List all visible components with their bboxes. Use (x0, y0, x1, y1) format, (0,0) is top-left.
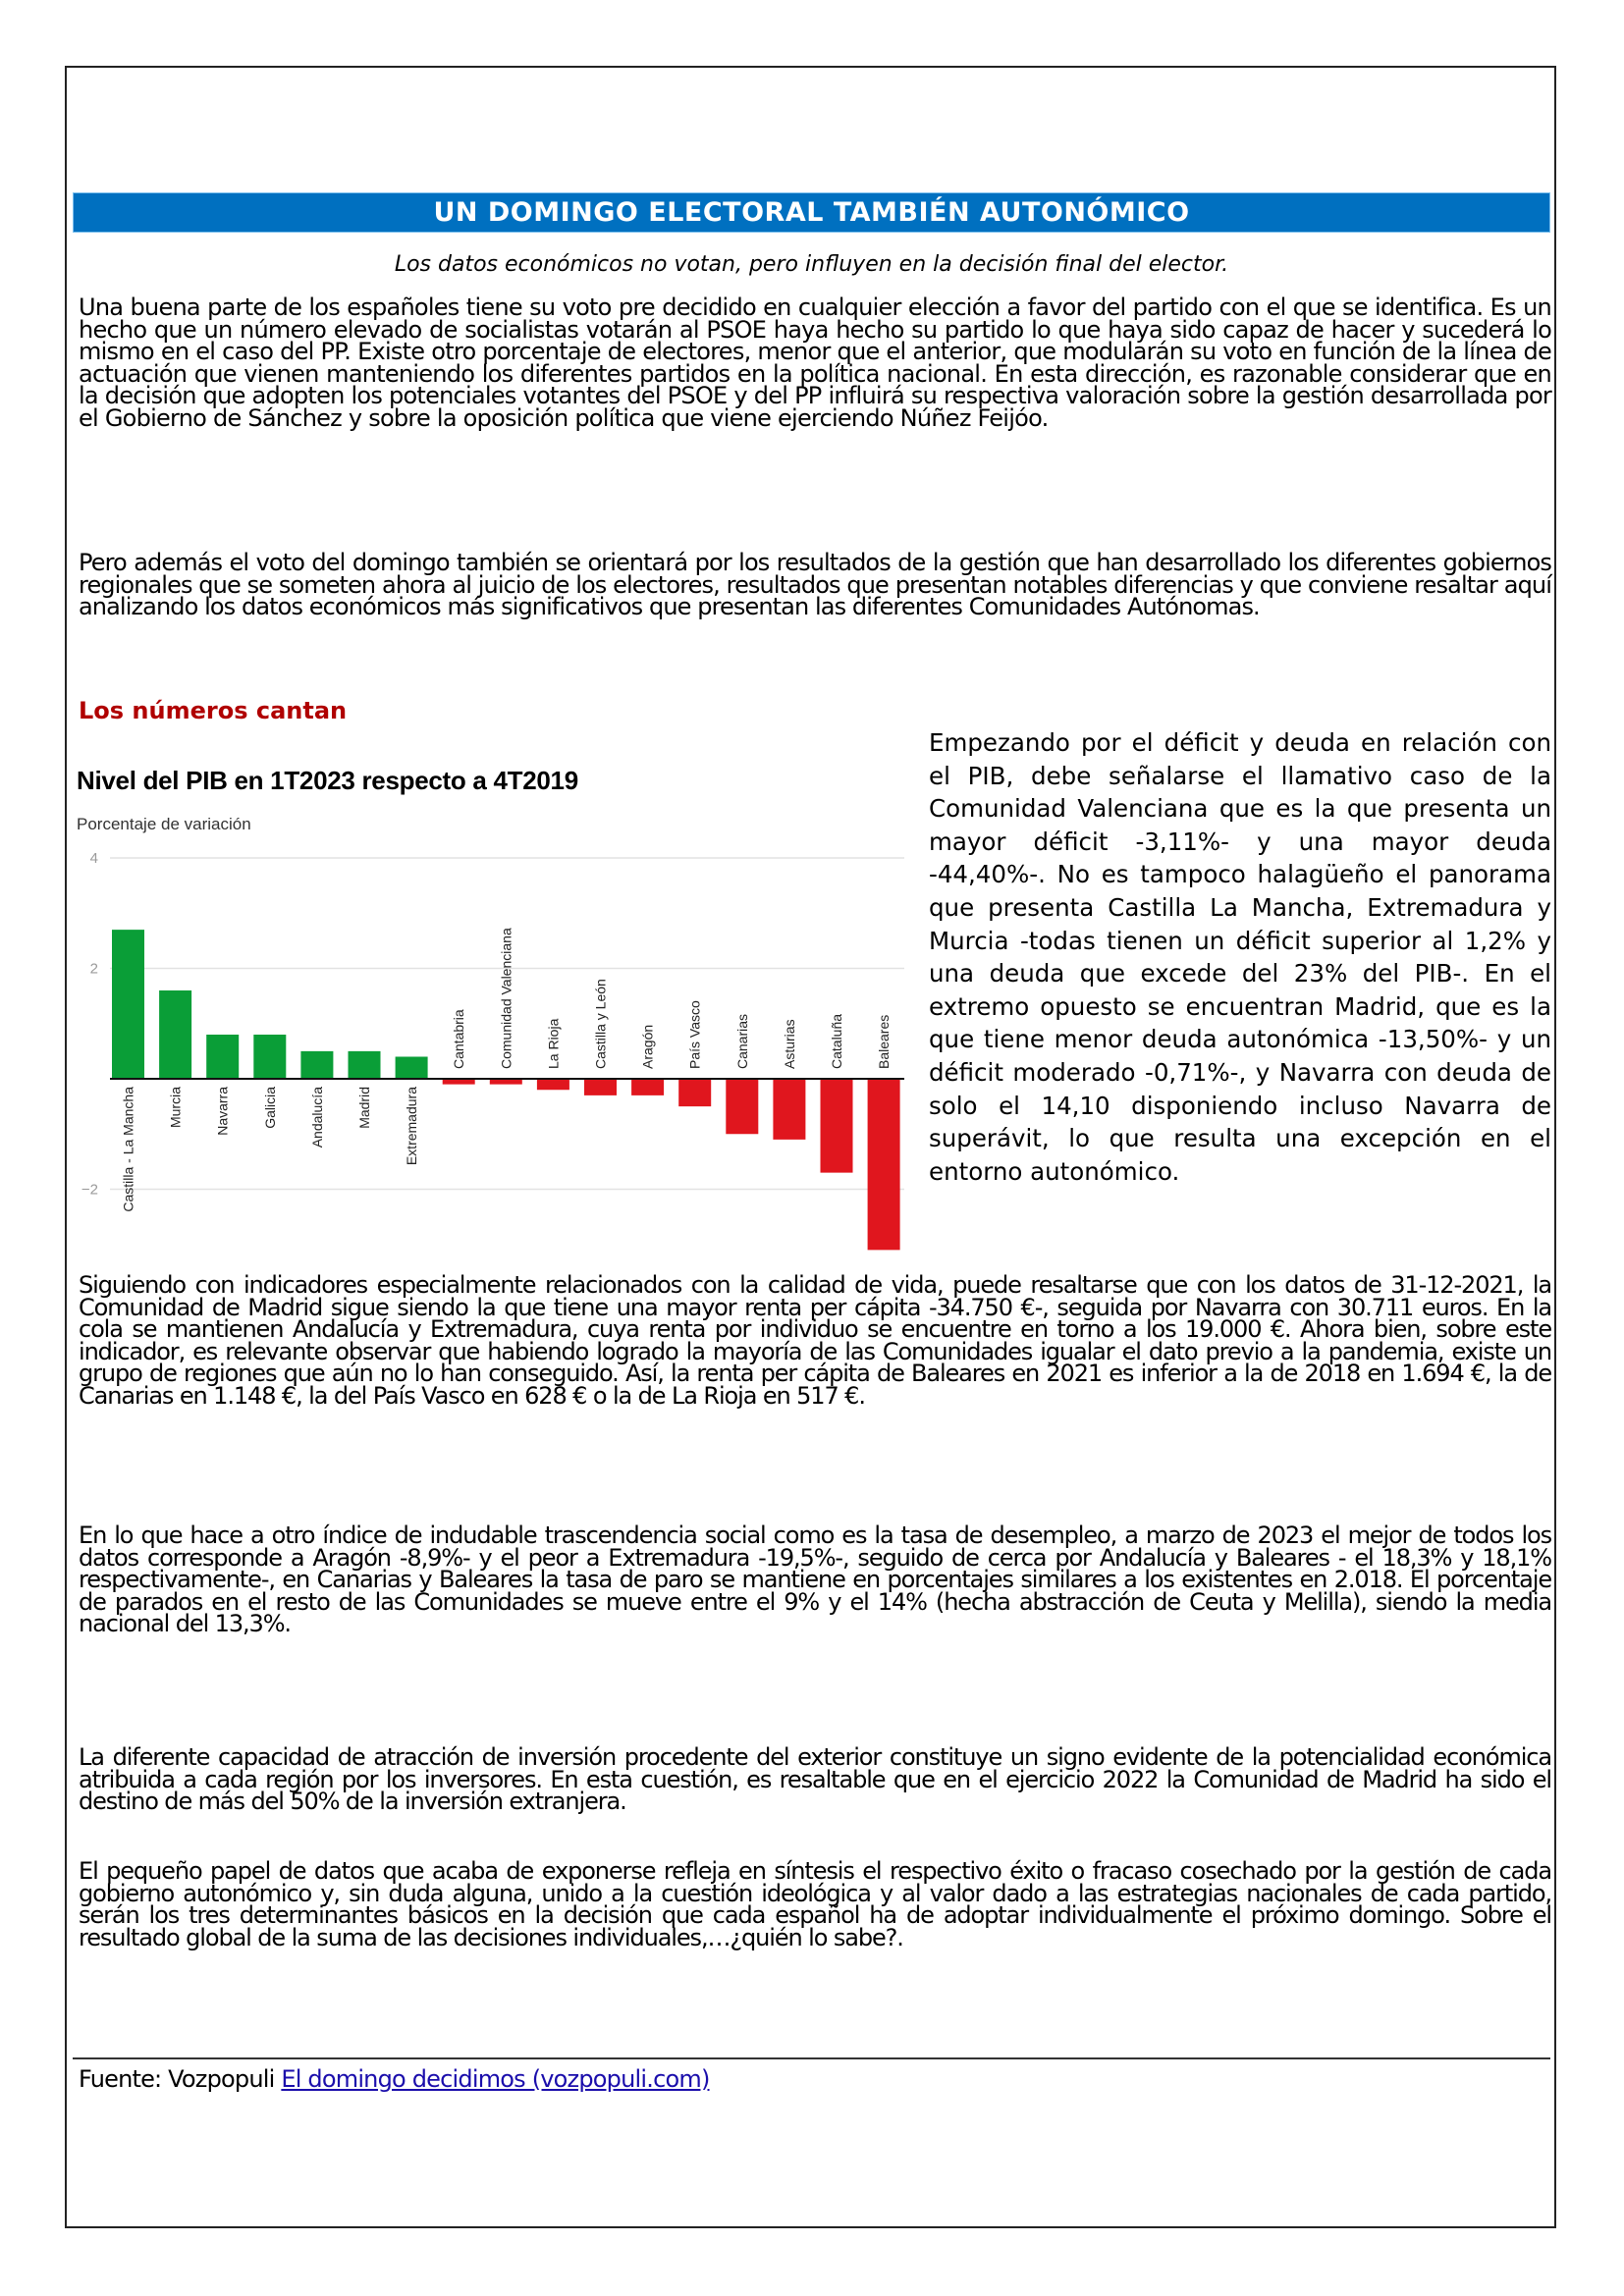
bar-navarra (206, 1035, 239, 1079)
paragraph-conclusion: El pequeño papel de datos que acaba de exponerse refleja en síntesis el respectivo éxito o fracaso cosechado por la gestión de cada gobierno autonómico y, sin duda alguna, unido a la cuestión ideológica y al valor dado a las estrategias nacionales de cada partido, serán los tres determinantes básicos en la decisión que cada español ha de adoptar individualmente el próximo domingo. Sobre el resultado global de la suma de las decisiones individuales,…¿quién lo sabe?. (79, 1857, 1551, 1951)
bar-murcia (159, 990, 191, 1079)
bar-madrid (349, 1051, 381, 1079)
chart-title: Nivel del PIB en 1T2023 respecto a 4T2019 (77, 766, 578, 795)
source-link[interactable]: El domingo decidimos (vozpopuli.com) (281, 2065, 710, 2093)
paragraph-investment: La diferente capacidad de atracción de inversión procedente del exterior constituye un signo evidente de la potencialidad económica atribuida a cada región por los inversores. En esta cuestión, es resaltable que en el ejercicio 2022 la Comunidad de Madrid ha sido el destino de más del 50% de la inversión extranjera. (79, 1743, 1551, 1816)
paragraph-intro: Una buena parte de los españoles tiene su voto pre decidido en cualquier elección a favor del partido con el que se identifica. Es un hecho que un número elevado de socialistas votarán al PSOE haya hecho su partido lo que haya sido capaz de hacer y sucederá lo mismo en el caso del PP. Existe otro porcentaje de electores, menor que el anterior, que modularán su voto en función de la línea de actuación que vienen manteniendo los diferentes partidos en la política nacional. En esta dirección, es razonable considerar que en la decisión que adopten los potenciales votantes del PSOE y del PP influirá su respectiva valoración sobre la gestión desarrollada por el Gobierno de Sánchez y sobre la oposición política que viene ejerciendo Núñez Feijóo. (79, 294, 1551, 432)
y-tick-label: 2 (89, 960, 98, 978)
x-tick-label: Navarra (214, 1087, 231, 1136)
source-label: Fuente: Vozpopuli (79, 2065, 275, 2093)
page-subtitle: Los datos económicos no votan, pero influyen en la decisión final del elector. (394, 252, 1229, 277)
x-tick-label: Cataluña (829, 1013, 844, 1069)
paragraph-unemployment: En lo que hace a otro índice de indudable trascendencia social como es la tasa de desempleo, a marzo de 2023 el mejor de todos los datos corresponde a Aragón -8,9%- y el peor a Extremadura -19,5%-, seguido de cerca por Andalucía y Baleares - el 18,3% y 18,1% respectivamente-, en Canarias y Baleares la tasa de paro se mantiene en porcentajes similares a los existentes en 2.018. El porcentaje de parados en el resto de las Comunidades se mueve entre el 9% y el 14% (hecha abstracción de Ceuta y Melilla), siendo la media nacional del 13,3%. (79, 1522, 1551, 1638)
x-tick-label: Madrid (356, 1087, 372, 1129)
footer-source (79, 2065, 710, 2093)
x-tick-label: Castilla y León (592, 979, 609, 1069)
bar-castilla-y-león (584, 1079, 617, 1095)
title-banner (73, 192, 1550, 233)
chart-subtitle: Porcentaje de variación (77, 815, 251, 833)
section-heading: Los números cantan (79, 697, 348, 724)
x-tick-label: País Vasco (686, 1000, 703, 1069)
bar-andalucía (300, 1051, 333, 1079)
bar-cataluña (821, 1079, 853, 1173)
bar-asturias (773, 1079, 805, 1140)
x-tick-label: Baleares (876, 1014, 893, 1069)
x-tick-label: Murcia (167, 1087, 184, 1129)
paragraph-regional: Pero además el voto del domingo también se orientará por los resultados de la gestión que han desarrollado los diferentes gobiernos regionales que se someten ahora al juicio de los electores, resultados que presentan notables diferencias y que conviene resaltar aquí analizando los datos económicos más significativos que presentan las diferentes Comunidades Autónomas. (79, 549, 1551, 621)
x-tick-label: Asturias (781, 1019, 797, 1069)
x-tick-label: La Rioja (545, 1018, 562, 1069)
x-tick-label: Galicia (261, 1087, 278, 1129)
y-tick-label: 4 (89, 850, 98, 867)
footer-divider (73, 2057, 1550, 2059)
bar-baleares (868, 1079, 900, 1250)
page-title: UN DOMINGO ELECTORAL TAMBIÉN AUTONÓMICO (433, 197, 1190, 228)
x-tick-label: Extremadura (404, 1087, 420, 1166)
x-tick-label: Comunidad Valenciana (498, 928, 514, 1069)
x-tick-label: Aragón (639, 1024, 656, 1069)
x-tick-label: Canarias (733, 1013, 750, 1069)
gdp-bar-chart (65, 844, 929, 1266)
paragraph-deficit-debt: Empezando por el déficit y deuda en relación con el PIB, debe señalarse el llamativo caso de la Comunidad Valenciana que es la que presenta un mayor déficit -3,11%- y una mayor deuda -44,40%-. No es tampoco halagüeño el panorama que presenta Castilla La Mancha, Extremadura y Murcia -todas tienen un déficit superior al 1,2% y una deuda que excede del 23% del PIB-. En el extremo opuesto se encuentran Madrid, que es la que tiene menor deuda autonómica -13,50%- y un déficit moderado -0,71%-, y Navarra con deuda de solo el 14,10 disponiendo incluso Navarra de superávit, lo que resulta una excepción en el entorno autonómico. (929, 728, 1551, 1186)
x-tick-label: Castilla - La Mancha (120, 1087, 136, 1212)
bar-canarias (726, 1079, 758, 1134)
y-tick-label: −2 (81, 1181, 98, 1199)
bar-la-rioja (537, 1079, 569, 1090)
bar-extremadura (396, 1057, 428, 1080)
bar-castilla-la-mancha (112, 930, 144, 1079)
bar-país-vasco (678, 1079, 711, 1106)
bar-galicia (253, 1035, 286, 1079)
bar-aragón (631, 1079, 664, 1095)
paragraph-income: Siguiendo con indicadores especialmente relacionados con la calidad de vida, puede resaltarse que con los datos de 31-12-2021, la Comunidad de Madrid sigue siendo la que tiene una mayor renta per cápita -34.750 €-, seguida por Navarra con 30.711 euros. En la cola se mantienen Andalucía y Extremadura, cuya renta por individuo se encuentre en torno a los 19.000 €. Ahora bien, sobre este indicador, es relevante observar que habiendo logrado la mayoría de las Comunidades igualar el dato previo a la pandemia, existe un grupo de regiones que aún no lo han conseguido. Así, la renta per cápita de Baleares en 2021 es inferior a la de 2018 en 1.694 €, la de Canarias en 1.148 €, la del País Vasco en 628 € o la de La Rioja en 517 €. (79, 1271, 1551, 1410)
x-tick-label: Cantabria (451, 1009, 467, 1069)
x-tick-label: Andalucía (308, 1087, 325, 1148)
